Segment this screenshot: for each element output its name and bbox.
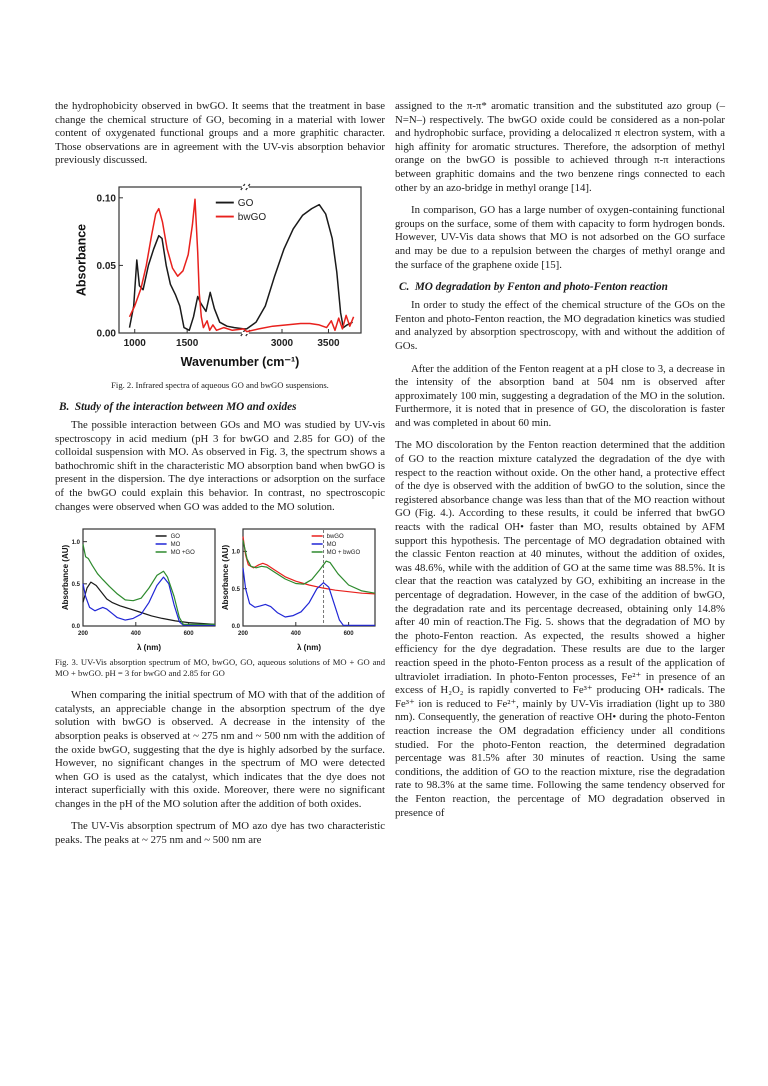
left-column	[55, 100, 385, 1086]
svg-text:bwGO: bwGO	[326, 534, 344, 541]
svg-text:MO +GO: MO +GO	[170, 550, 195, 557]
svg-text:0.0: 0.0	[231, 624, 240, 631]
paragraph: the hydrophobicity observed in bwGO. It seems that the treatment in base change the chemical structure of GO, becoming in a material with lower content of oxygenated functional groups and a more graphitic character. Those observations are in agreement with the UV-vis absorption behavior previously discussed.	[55, 100, 385, 167]
paragraph: In order to study the effect of the chemical structure of the GOs on the Fenton and photo-Fenton reaction, the MO degradation kinetics was studied and analyzed by absorption spectroscopy, with and without the addition of GOs.	[395, 299, 725, 352]
svg-text:0.5: 0.5	[71, 582, 80, 589]
fig3-right-uvvis-chart	[221, 523, 381, 653]
svg-text:3500: 3500	[317, 337, 340, 349]
svg-text:400: 400	[290, 631, 301, 638]
paragraph: The MO discoloration by the Fenton reaction determined that the addition of GO to the reaction mixture catalyzed the degradation of the dye with respect to the reaction without oxide. On the other hand, a protective effect of the dye is observed with the addition of bwGO to the solution, since the registered absorbance change was less than that of the MO reaction without GO (Fig. 4.). According to these results, it could be inferred that bwGO reacts with the radical OH• faster than MO, results obtained by AFM support this hypothesis. The percentage of MO degradation obtained with the classic Fenton reaction at 40 minutes, without the addition of oxides, was 48.6%, while with the addition of GO at the same time was 88.5%. It is clear that the reaction was catalyzed by GO, exhibiting an increase in the percentage of degradation. However, in the case of the addition of bwGO, the degradation rate and its percentage decreased, obtaining only 14.8% after 40 min of reaction.The Fig. 5. shows that the degradation of MO by the photo-Fenton reaction. As expected, the results showed a higher efficiency for the dye degradation. These results are due to the larger reaction speed in the photo-Fenton process as a result of the application of ultraviolet irradiation. In photo-Fenton processes, Fe²⁺ in presence of an excess of H₂O₂ is rapidly converted to Fe³⁺ producing OH• radicals. The Fe³⁺ ion is reduced to Fe²⁺, mainly by UV-Vis irradiation (light up to 380 nm). Consequently, the generation of reactive OH• during the photo-Fenton reaction increase the OM degradation efficiency under all conditions studied. For the photo-Fenton reaction, the determined degradation percentage was 81.5% after 30 minutes of reaction. Using the same conditions, the addition of GO to the reaction mixture, rise the degradation rate to 98.3% at the same time. Following the same tendency observed for the Fenton reaction, the percentage of MO degradation observed in presence of	[395, 439, 725, 819]
svg-text:λ (nm): λ (nm)	[297, 643, 321, 653]
svg-text:0.0: 0.0	[71, 624, 80, 631]
svg-text:Absorbance: Absorbance	[75, 223, 89, 297]
figure-2	[75, 177, 385, 374]
figure-3	[55, 523, 385, 653]
paragraph: In comparison, GO has a large number of oxygen-containing functional groups on the surface, some of them with capacity to form hydrogen bonds. However, UV-Vis data shows that MO is not adsorbed on the GO surface and may be due to a repulsion between the charges of methyl orange and the surface of the graphene oxide [15].	[395, 204, 725, 271]
fig3-left-uvvis-chart	[61, 523, 221, 653]
svg-text:0.00: 0.00	[96, 328, 116, 340]
svg-text:0.05: 0.05	[96, 260, 116, 272]
section-c-heading: C. MO degradation by Fenton and photo-Fenton reaction	[399, 281, 668, 294]
fig3-caption: Fig. 3. UV-Vis absorption spectrum of MO, bwGO, GO, aqueous solutions of MO + GO and MO + bwGO. pH = 3 for bwGO and 2.85 for GO	[55, 657, 385, 679]
svg-text:3000: 3000	[270, 337, 294, 349]
svg-text:Absorbance (AU): Absorbance (AU)	[61, 544, 70, 611]
paragraph: The possible interaction between GOs and MO was studied by UV-vis spectroscopy in acid medium (pH 3 for bwGO and 2.85 for GO) of the colloidal suspension with MO. As observed in Fig. 3, the spectrum shows a bathochromic shift in the characteristic MO absorption band when bwGO is present in the dispersion. The dye interactions or adsorption on the surface of the bwGO could explain this behavior. In contrast, no spectroscopic changes were observed when GO was added to the MO solution.	[55, 418, 385, 513]
svg-text:MO + bwGO: MO + bwGO	[326, 550, 361, 557]
paragraph: The UV-Vis absorption spectrum of MO azo dye has two characteristic peaks. The peaks at ~ 275 nm and ~ 500 nm are	[55, 820, 385, 847]
svg-text:GO: GO	[237, 197, 254, 209]
svg-text:400: 400	[130, 631, 141, 638]
svg-text:1.0: 1.0	[71, 539, 80, 546]
paragraph: When comparing the initial spectrum of MO with that of the addition of catalysts, an appreciable change in the absorption spectrum of the dye solution with bwGO is observed. A decrease in the intensity of the absorption peaks is observed at ~ 275 nm and ~ 500 nm with the addition of the oxide bwGO, suggesting that the dye is highly adsorbed by the surface. However, no significant changes in the spectrum of MO were detected when GO is used as the catalyst, which indicates that the dye does not interact superficially with this oxide. Moreover, there were no significant changes in the pH of the MO solution after the addition of both oxides.	[55, 689, 385, 810]
svg-text:1500: 1500	[176, 337, 199, 349]
svg-text:Wavenumber (cm⁻¹): Wavenumber (cm⁻¹)	[180, 354, 300, 369]
svg-text:200: 200	[237, 631, 249, 638]
svg-text:200: 200	[77, 631, 89, 638]
fig2-caption: Fig. 2. Infrared spectra of aqueous GO and bwGO suspensions.	[111, 379, 329, 390]
section-b-heading: B. Study of the interaction between MO and oxides	[59, 400, 297, 413]
svg-text:bwGO: bwGO	[237, 211, 267, 223]
paragraph: After the addition of the Fenton reagent at a pH close to 3, a decrease in the intensity of the absorption band at 504 nm is observed after approximately 100 min, suggesting a degradation of the MO in the solution. Furthermore, it is noted that in presence of GO, the discoloration is faster and was completed in about 60 min.	[395, 362, 725, 429]
svg-text:λ (nm): λ (nm)	[137, 643, 161, 653]
svg-text:MO: MO	[326, 542, 337, 549]
svg-text:Absorbance (AU): Absorbance (AU)	[221, 544, 230, 611]
paragraph: assigned to the π-π* aromatic transition and the substituted azo group (– N=N–) respectively. The bwGO oxide could be considered as a non-polar and hydrophobic surface, providing a delocalized π electron system, with a high affinity for aromatic structures. Therefore, the adsorption of methyl orange on the bwGO is possible to achieved through π-π interactions between graphitic domains and the two benzene rings connected to each other by an azo-bridge in methyl orange [14].	[395, 100, 725, 194]
right-column	[395, 100, 725, 1086]
svg-text:GO: GO	[170, 534, 180, 541]
svg-text:0.5: 0.5	[231, 586, 240, 593]
svg-text:600: 600	[183, 631, 194, 638]
svg-text:MO: MO	[170, 542, 181, 549]
svg-text:0.10: 0.10	[96, 193, 116, 205]
svg-text:1.0: 1.0	[231, 549, 240, 556]
svg-text:600: 600	[343, 631, 354, 638]
svg-text:1000: 1000	[123, 337, 146, 349]
fig2-ir-spectra-chart	[75, 177, 371, 369]
